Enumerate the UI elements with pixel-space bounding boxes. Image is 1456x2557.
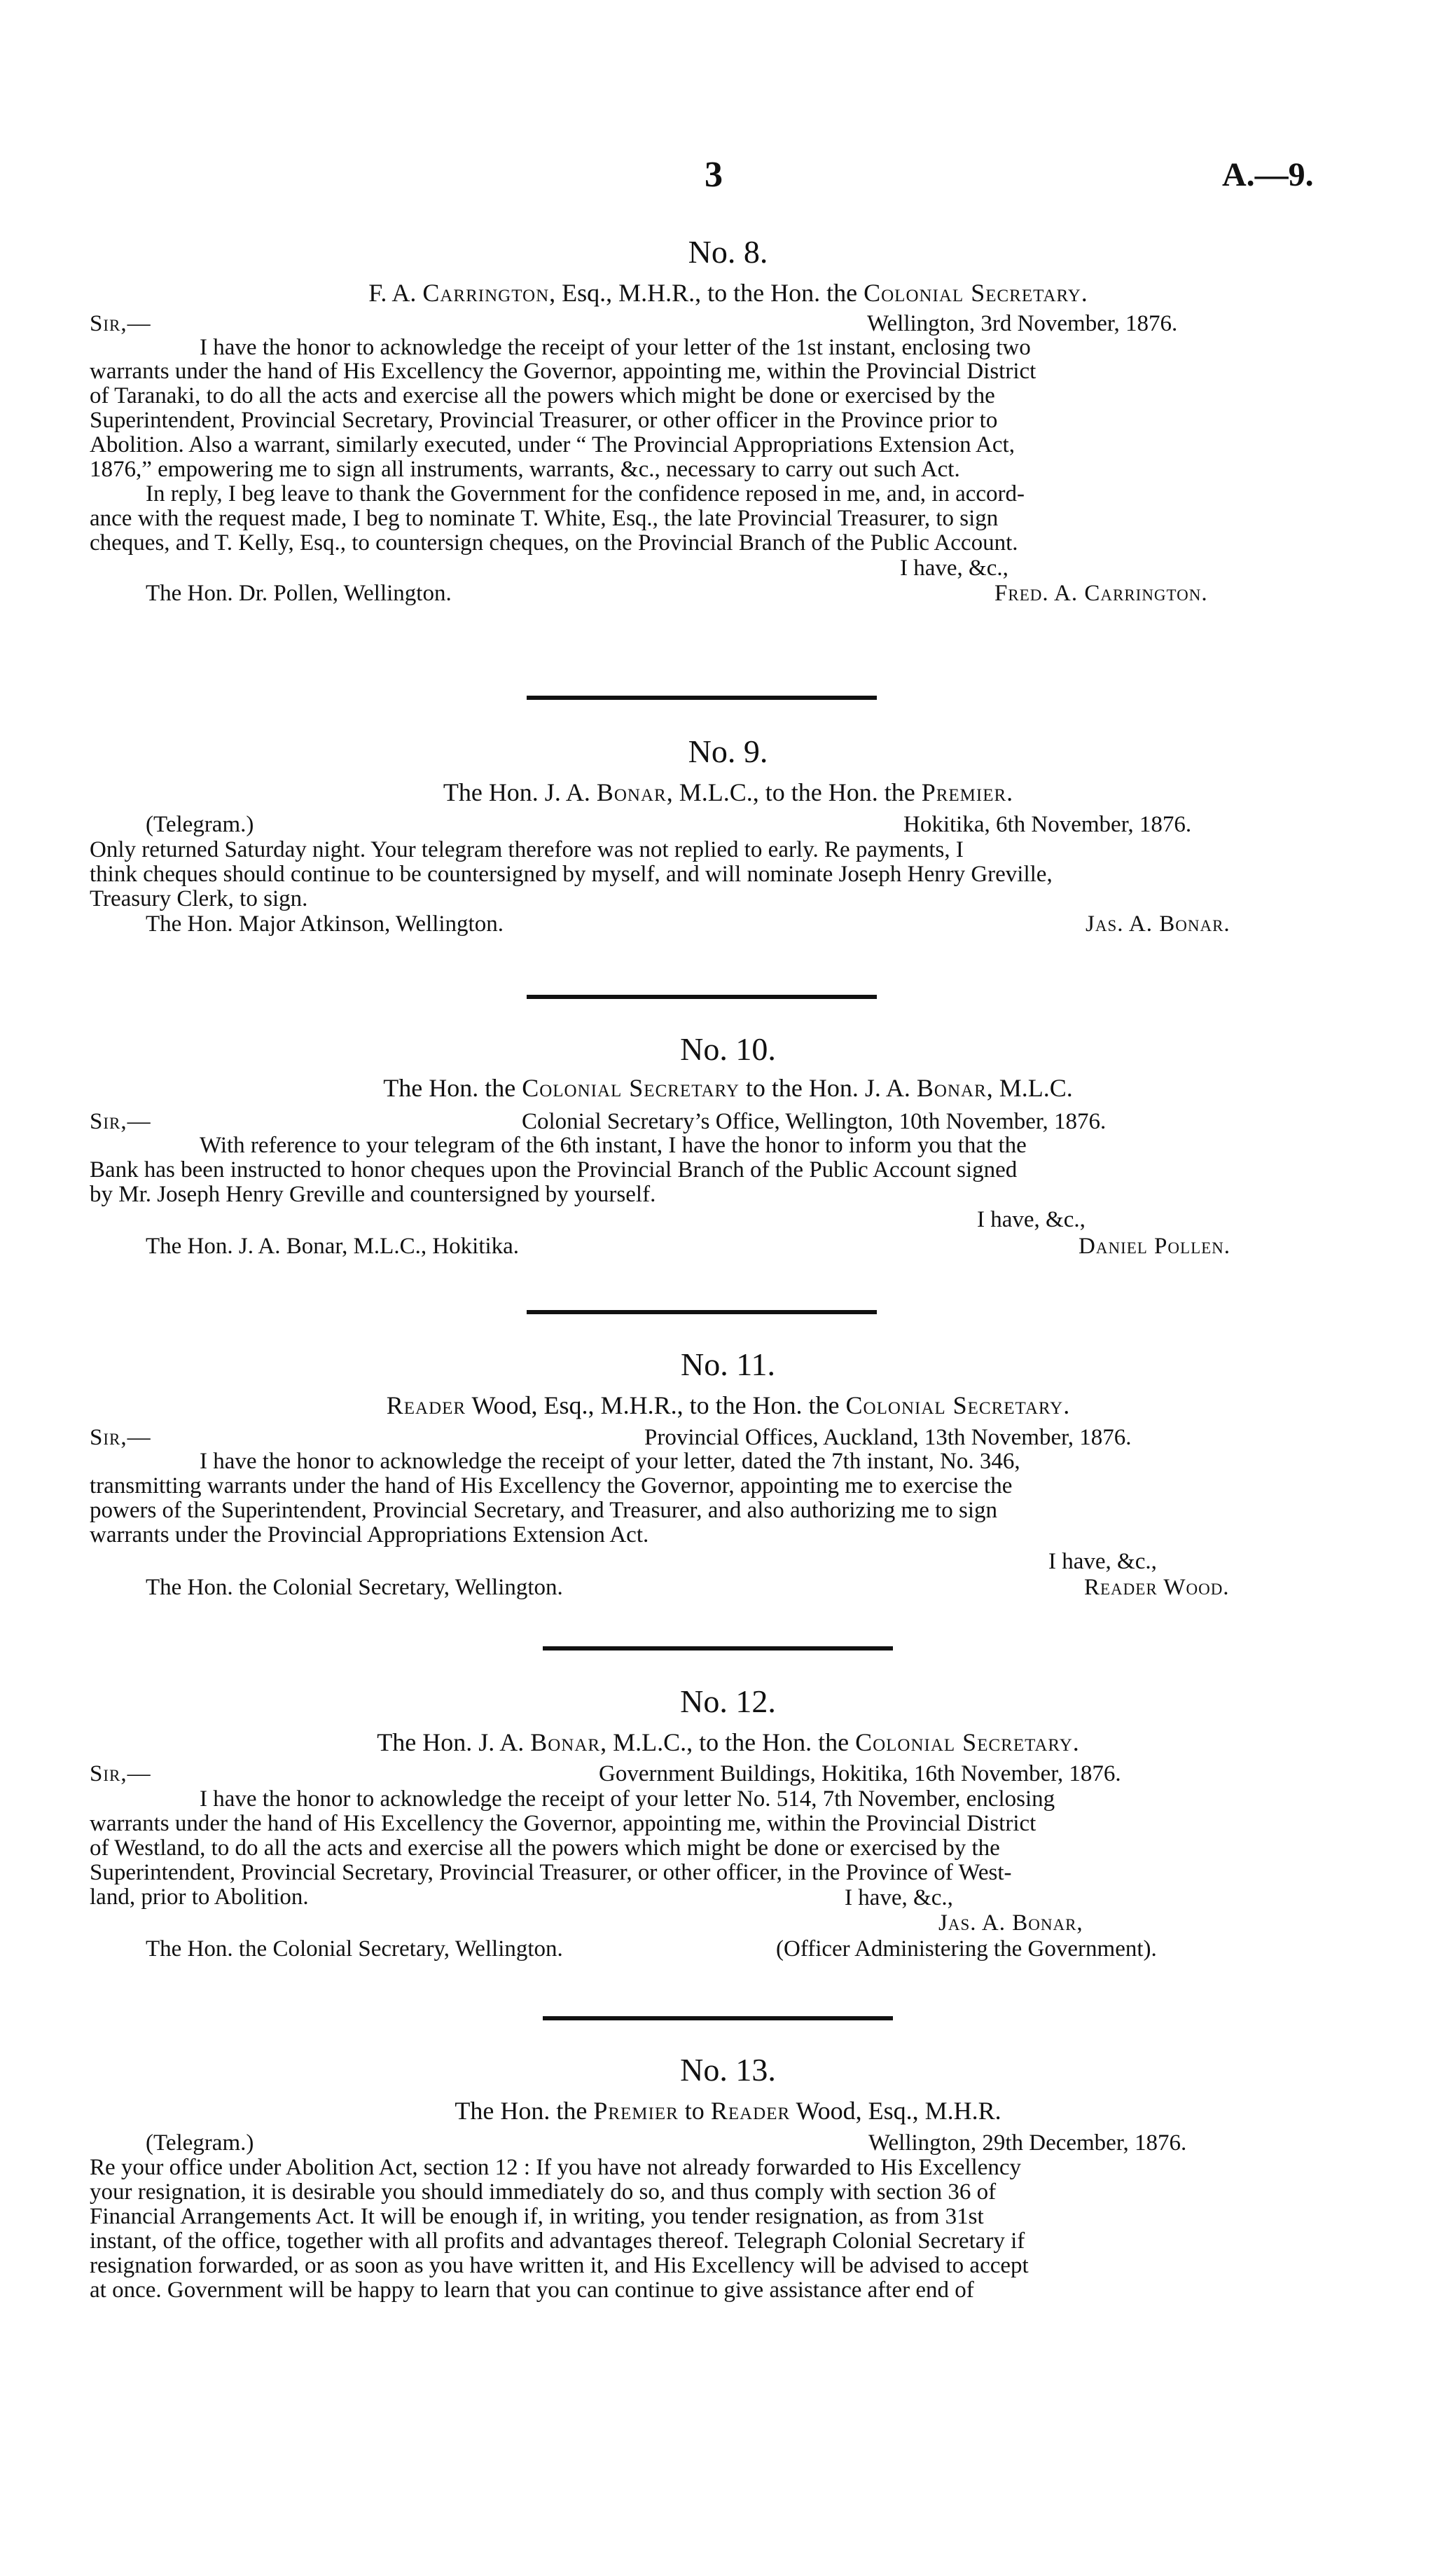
body-line: by Mr. Joseph Henry Greville and countersigned by yourself. bbox=[90, 1182, 656, 1207]
addressee: The Hon. J. A. Bonar, M.L.C., Hokitika. bbox=[146, 1234, 520, 1259]
body-line: land, prior to Abolition. bbox=[90, 1884, 309, 1910]
addressee: The Hon. Major Atkinson, Wellington. bbox=[146, 911, 504, 937]
body-line: Treasury Clerk, to sign. bbox=[90, 886, 308, 911]
letter-number: No. 8. bbox=[688, 234, 768, 270]
letter-heading: The Hon. the Premier to Reader Wood, Esq., M.H.R. bbox=[455, 2097, 1001, 2125]
body-line: Only returned Saturday night. Your telegram therefore was not replied to early. Re payments, I bbox=[90, 837, 964, 862]
body-line: Superintendent, Provincial Secretary, Provincial Treasurer, or other officer in the Province prior to bbox=[90, 408, 998, 433]
section-divider bbox=[527, 696, 877, 700]
letter-number: No. 9. bbox=[688, 733, 768, 769]
salutation: (Telegram.) bbox=[146, 2130, 254, 2156]
section-divider bbox=[543, 2016, 893, 2020]
place-date: Wellington, 29th December, 1876. bbox=[868, 2130, 1187, 2156]
signature: Jas. A. Bonar, bbox=[938, 1910, 1083, 1936]
section-divider bbox=[527, 995, 877, 999]
document-code: A.—9. bbox=[1222, 156, 1314, 193]
signature: Jas. A. Bonar. bbox=[1086, 911, 1230, 937]
body-line: In reply, I beg leave to thank the Government for the confidence reposed in me, and, in accord- bbox=[146, 481, 1025, 506]
salutation: Sir,— bbox=[90, 1425, 151, 1450]
salutation: Sir,— bbox=[90, 311, 151, 336]
body-line: warrants under the hand of His Excellency the Governor, appointing me, within the Provincial District bbox=[90, 1811, 1036, 1836]
salutation: Sir,— bbox=[90, 1761, 151, 1786]
signature: Reader Wood. bbox=[1084, 1575, 1230, 1600]
body-line: think cheques should continue to be countersigned by myself, and will nominate Joseph Henry Greville, bbox=[90, 862, 1053, 887]
letter-heading: The Hon. J. A. Bonar, M.L.C., to the Hon. the Colonial Secretary. bbox=[377, 1728, 1079, 1756]
body-line: resignation forwarded, or as soon as you have written it, and His Excellency will be advised to accept bbox=[90, 2253, 1029, 2278]
body-line: instant, of the office, together with all profits and advantages thereof. Telegraph Colonial Secretary if bbox=[90, 2228, 1025, 2254]
letter-heading: Reader Wood, Esq., M.H.R., to the Hon. the Colonial Secretary. bbox=[386, 1391, 1070, 1419]
body-line: Superintendent, Provincial Secretary, Provincial Treasurer, or other officer, in the Province of West- bbox=[90, 1860, 1012, 1885]
body-line: of Westland, to do all the acts and exercise all the powers which might be done or exercised by the bbox=[90, 1835, 1000, 1861]
body-line: at once. Government will be happy to learn that you can continue to give assistance after end of bbox=[90, 2277, 974, 2303]
letter-heading: F. A. Carrington, Esq., M.H.R., to the Hon. the Colonial Secretary. bbox=[368, 279, 1088, 307]
letter-number: No. 12. bbox=[680, 1683, 776, 1719]
salutation: Sir,— bbox=[90, 1109, 151, 1134]
section-divider bbox=[543, 1646, 893, 1650]
body-line: your resignation, it is desirable you should immediately do so, and thus comply with section 36 of bbox=[90, 2179, 997, 2205]
body-line: I have the honor to acknowledge the receipt of your letter No. 514, 7th November, enclosing bbox=[200, 1786, 1055, 1812]
body-line: Financial Arrangements Act. It will be enough if, in writing, you tender resignation, as from 31st bbox=[90, 2204, 984, 2229]
letter-number: No. 10. bbox=[680, 1031, 776, 1067]
place-date: Hokitika, 6th November, 1876. bbox=[903, 812, 1192, 837]
body-line: Abolition. Also a warrant, similarly executed, under “ The Provincial Appropriations Extension Act, bbox=[90, 432, 1015, 457]
signature: Fred. A. Carrington. bbox=[994, 581, 1208, 606]
letter-heading: The Hon. the Colonial Secretary to the Hon. J. A. Bonar, M.L.C. bbox=[383, 1074, 1073, 1102]
body-line: I have the honor to acknowledge the receipt of your letter, dated the 7th instant, No. 346, bbox=[200, 1449, 1020, 1474]
closing: I have, &c., bbox=[977, 1207, 1086, 1232]
signature-note: (Officer Administering the Government). bbox=[776, 1936, 1157, 1962]
place-date: Wellington, 3rd November, 1876. bbox=[867, 311, 1178, 336]
letter-heading: The Hon. J. A. Bonar, M.L.C., to the Hon. the Premier. bbox=[443, 778, 1013, 806]
body-line: Re your office under Abolition Act, section 12 : If you have not already forwarded to His Excellency bbox=[90, 2155, 1022, 2180]
body-line: Bank has been instructed to honor cheques upon the Provincial Branch of the Public Account signed bbox=[90, 1157, 1018, 1183]
body-line: powers of the Superintendent, Provincial Secretary, and Treasurer, and also authorizing me to sign bbox=[90, 1498, 998, 1523]
addressee: The Hon. the Colonial Secretary, Wellington. bbox=[146, 1936, 563, 1962]
place-date: Colonial Secretary’s Office, Wellington, 10th November, 1876. bbox=[522, 1109, 1107, 1134]
body-line: ance with the request made, I beg to nominate T. White, Esq., the late Provincial Treasurer, to sign bbox=[90, 506, 999, 531]
letter-number: No. 11. bbox=[680, 1346, 775, 1382]
body-line: 1876,” empowering me to sign all instruments, warrants, &c., necessary to carry out such Act. bbox=[90, 457, 960, 482]
place-date: Government Buildings, Hokitika, 16th November, 1876. bbox=[599, 1761, 1121, 1786]
closing: I have, &c., bbox=[900, 556, 1008, 581]
body-line: warrants under the hand of His Excellency the Governor, appointing me, within the Provincial District bbox=[90, 359, 1036, 384]
addressee: The Hon. the Colonial Secretary, Wellington. bbox=[146, 1575, 563, 1600]
body-line: warrants under the Provincial Appropriations Extension Act. bbox=[90, 1522, 649, 1548]
body-line: I have the honor to acknowledge the receipt of your letter of the 1st instant, enclosing two bbox=[200, 335, 1031, 360]
letter-number: No. 13. bbox=[680, 2052, 776, 2088]
closing: I have, &c., bbox=[1048, 1549, 1157, 1574]
body-line: transmitting warrants under the hand of His Excellency the Governor, appointing me to exercise the bbox=[90, 1473, 1013, 1498]
signature: Daniel Pollen. bbox=[1079, 1234, 1231, 1259]
closing: I have, &c., bbox=[845, 1885, 953, 1910]
body-line: of Taranaki, to do all the acts and exercise all the powers which might be done or exercised by the bbox=[90, 383, 995, 408]
section-divider bbox=[527, 1310, 877, 1314]
addressee: The Hon. Dr. Pollen, Wellington. bbox=[146, 581, 452, 606]
body-line: With reference to your telegram of the 6th instant, I have the honor to inform you that the bbox=[200, 1133, 1027, 1158]
body-line: cheques, and T. Kelly, Esq., to countersign cheques, on the Provincial Branch of the Public Account. bbox=[90, 530, 1018, 556]
place-date: Provincial Offices, Auckland, 13th November, 1876. bbox=[644, 1425, 1132, 1450]
page-number: 3 bbox=[705, 155, 723, 195]
salutation: (Telegram.) bbox=[146, 812, 254, 837]
